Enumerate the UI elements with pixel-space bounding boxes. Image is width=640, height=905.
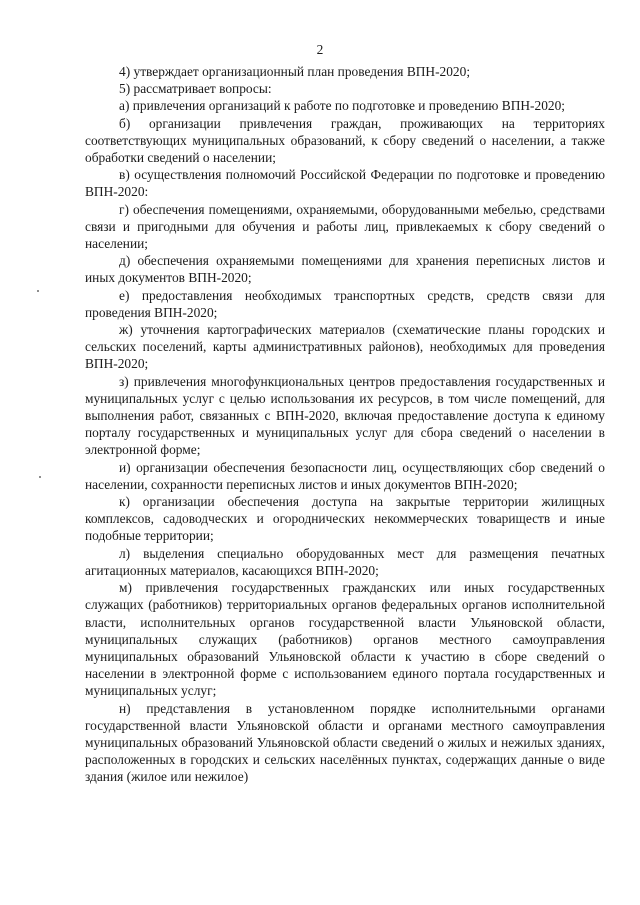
paragraph-item-4: 4) утверждает организационный план проведения ВПН-2020; bbox=[119, 64, 471, 79]
paragraph-item-5: 5) рассматривает вопросы: bbox=[119, 81, 272, 97]
scan-speck bbox=[39, 476, 41, 478]
paragraph-subitem-zh: ж) уточнения картографических материалов (схематические планы городских и сельских поселений, карты административных районов), необходимых для проведения ВПН-2020; bbox=[85, 322, 605, 372]
paragraph-subitem-g: г) обеспечения помещениями, охраняемыми, оборудованными мебелью, средствами связи и пригодными для обучения и работы лиц, привлекаемых к сбору сведений о населении; bbox=[85, 201, 605, 252]
paragraph-subitem-v: в) осуществления полномочий Российской Федерации по подготовке и проведению ВПН-2020: bbox=[85, 167, 605, 200]
paragraph-subitem-e: е) предоставления необходимых транспортных средств, средств связи для проведения ВПН-2020; bbox=[85, 287, 605, 320]
paragraph-subitem-d: д) обеспечения охраняемыми помещениями для хранения переписных листов и иных документов ВПН-2020; bbox=[85, 253, 605, 286]
paragraph-subitem-n: н) представления в установленном порядке исполнительными органами государственной власти Ульяновской области и органами местного самоуправления муниципальных образований Ульяновской области сведений о жилых и нежилых зданиях, расположенных в городских и сельских населённых пунктах, содержащих данные о виде здания (жилое или нежилое) bbox=[85, 700, 605, 785]
paragraph-subitem-i: и) организации обеспечения безопасности лиц, осуществляющих сбор сведений о населении, сохранности переписных листов и иных документов ВПН-2020; bbox=[85, 459, 605, 492]
paragraph-subitem-m: м) привлечения государственных гражданских или иных государственных служащих (работников) территориальных органов федеральных органов исполнительной власти, исполнительных органов государственной власти Ульяновской области, муниципальных служащих (работников) органов местного самоуправления муниципальных образований Ульяновской области к участию в сборе сведений о населении в электронной форме с использованием единого портала государственных и муниципальных услуг; bbox=[85, 580, 605, 699]
document-body bbox=[85, 63, 605, 786]
scan-speck bbox=[37, 290, 39, 292]
paragraph-subitem-z: з) привлечения многофункциональных центров предоставления государственных и муниципальных услуг с целью использования их ресурсов, в том числе помещений, для выполнения работ, связанных с ВПН-2020, включая предоставление доступа к единому порталу государственных и муниципальных услуг для сбора сведений о населении в электронной форме; bbox=[85, 373, 605, 458]
page-number: 2 bbox=[316, 42, 324, 57]
paragraph-subitem-a: а) привлечения организаций к работе по подготовке и проведению ВПН-2020; bbox=[119, 98, 566, 114]
paragraph-subitem-b: б) организации привлечения граждан, проживающих на территориях соответствующих муниципальных образований, к сбору сведений о населении, а также обработки сведений о населении; bbox=[85, 115, 605, 166]
paragraph-subitem-k: к) организации обеспечения доступа на закрытые территории жилищных комплексов, садоводческих и огороднических некоммерческих товариществ и иные подобные территории; bbox=[85, 494, 605, 544]
paragraph-subitem-l: л) выделения специально оборудованных мест для размещения печатных агитационных материалов, касающихся ВПН-2020; bbox=[85, 545, 605, 578]
